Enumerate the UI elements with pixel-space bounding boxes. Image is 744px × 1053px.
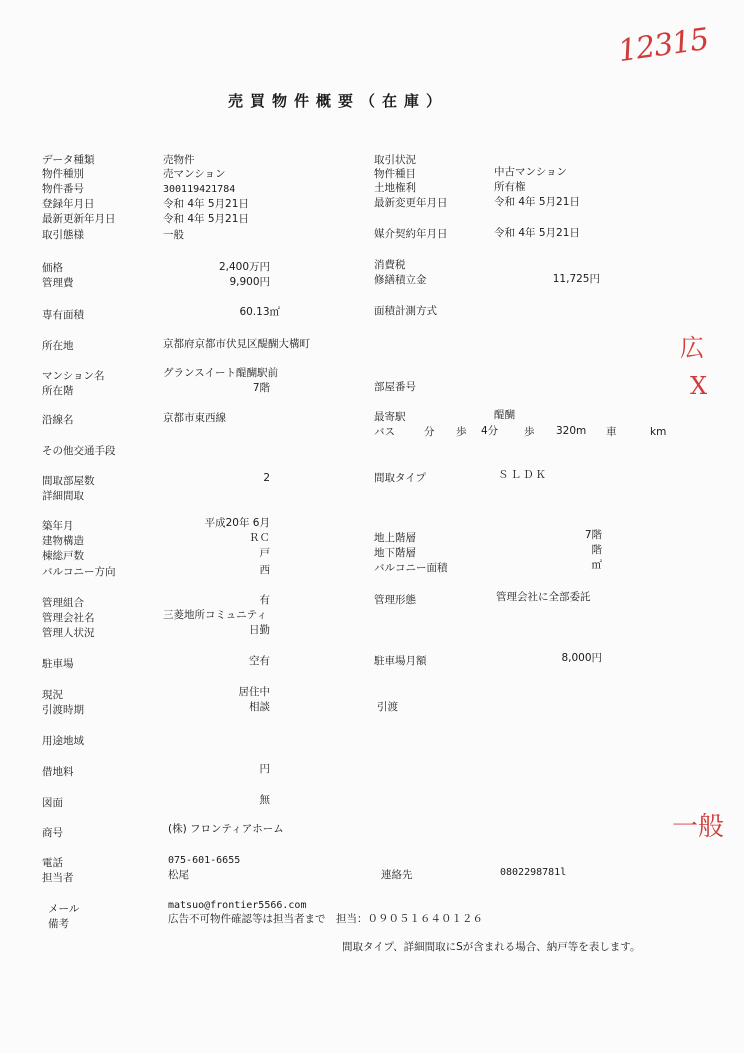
walk-min: 4分	[481, 425, 499, 437]
mgmt-fee-label: 管理費	[42, 277, 74, 289]
balcony-dir-value: 西	[259, 564, 270, 576]
km-label: km	[650, 426, 667, 438]
property-kind-value: 売マンション	[163, 168, 226, 180]
plan-label: 図面	[42, 797, 63, 809]
line-value: 京都市東西線	[163, 412, 226, 424]
line-label: 沿線名	[42, 414, 74, 426]
deal-mode-label: 取引態様	[42, 229, 84, 241]
address-value: 京都府京都市伏見区醍醐大構町	[163, 338, 310, 350]
status-value: 居住中	[238, 686, 270, 698]
trade-name-value: (株) フロンティアホーム	[168, 823, 284, 835]
price-label: 価格	[42, 262, 63, 274]
contact-label: 連絡先	[381, 869, 413, 881]
data-type-label: データ種類	[42, 154, 95, 166]
last-change-label: 最新変更年月日	[374, 197, 448, 209]
repair-label: 修繕積立金	[374, 274, 427, 286]
plan-value: 無	[259, 794, 270, 806]
handover-label: 引渡時期	[42, 704, 84, 716]
units-label: 棟総戸数	[42, 550, 84, 562]
layout-type-label: 間取タイプ	[374, 472, 426, 484]
handover-value: 相談	[249, 701, 270, 713]
mail-label: メール	[48, 903, 80, 915]
status-label: 現況	[42, 689, 63, 701]
assoc-value: 有	[259, 594, 270, 606]
mgmt-form-value: 管理会社に全部委託	[496, 591, 591, 603]
built-label: 築年月	[42, 520, 74, 532]
tax-label: 消費税	[374, 259, 406, 271]
repair-value: 11,725円	[552, 273, 600, 285]
handwritten-mark-x: X	[690, 372, 708, 400]
phone-value: 075-601-6655	[168, 855, 241, 866]
deal-status-label: 取引状況	[374, 154, 416, 166]
handover2-label: 引渡	[377, 701, 398, 713]
reg-date-value: 令和 4年 5月21日	[163, 198, 249, 210]
last-change-value: 令和 4年 5月21日	[494, 196, 580, 208]
lease-label: 借地料	[42, 766, 74, 778]
page-title: 売買物件概要（在庫）	[228, 92, 449, 110]
walk-dist: 320m	[556, 425, 587, 437]
mgmt-company-value: 三菱地所コミュニティ	[163, 609, 267, 621]
mgmt-company-label: 管理会社名	[42, 612, 95, 624]
built-value: 平成20年 6月	[204, 517, 270, 529]
structure-label: 建物構造	[42, 535, 84, 547]
above-floors-value: 7階	[584, 529, 602, 541]
manager-status-value: 日勤	[249, 624, 270, 636]
trade-name-label: 商号	[42, 827, 63, 839]
manager-status-label: 管理人状況	[42, 627, 95, 639]
handwritten-mark-ko: 広	[680, 334, 704, 362]
area-value: 60.13㎡	[239, 306, 280, 318]
item-kind-value: 中古マンション	[494, 166, 568, 178]
balcony-area-value: ㎡	[591, 559, 602, 571]
upd-date-label: 最新更新年月日	[42, 213, 116, 225]
car-label: 車	[606, 426, 617, 438]
land-right-value: 所有権	[494, 181, 526, 193]
mansion-value: グランスイート醍醐駅前	[163, 367, 278, 379]
contact-value: 0802298781l	[500, 867, 567, 878]
floor-value: 7階	[252, 382, 270, 394]
walk-label: 歩	[456, 426, 467, 438]
bus-label: バス	[374, 426, 395, 438]
station-value: 醍醐	[494, 409, 515, 421]
area-label: 専有面積	[42, 309, 84, 321]
agency-date-label: 媒介契約年月日	[374, 228, 448, 240]
mansion-label: マンション名	[42, 370, 105, 382]
units-value: 戸	[259, 547, 270, 559]
parking-fee-label: 駐車場月額	[374, 655, 427, 667]
property-no-value: 300119421784	[163, 184, 236, 195]
parking-fee-value: 8,000円	[561, 652, 602, 664]
mail-value: matsuo@frontier5566.com	[168, 900, 307, 911]
area-method-label: 面積計測方式	[374, 305, 437, 317]
layout-type-value: ＳＬＤＫ	[498, 469, 548, 481]
address-label: 所在地	[42, 340, 74, 352]
handwritten-mark-ippan: 一般	[672, 812, 725, 842]
deal-mode-value: 一般	[163, 229, 184, 241]
balcony-area-label: バルコニー面積	[374, 562, 448, 574]
parking-value: 空有	[249, 655, 270, 667]
mgmt-fee-value: 9,900円	[229, 276, 270, 288]
balcony-dir-label: バルコニー方向	[42, 566, 116, 578]
person-value: 松尾	[168, 869, 189, 881]
lease-value: 円	[259, 763, 270, 775]
item-kind-label: 物件種目	[374, 168, 416, 180]
assoc-label: 管理組合	[42, 597, 84, 609]
floor-label: 所在階	[42, 385, 74, 397]
structure-value: ＲＣ	[249, 532, 270, 544]
walk2-label: 歩	[524, 426, 535, 438]
rooms-label: 間取部屋数	[42, 475, 95, 487]
parking-label: 駐車場	[42, 658, 74, 670]
below-floors-label: 地下階層	[374, 547, 416, 559]
below-floors-value: 階	[591, 544, 602, 556]
footnote: 間取タイプ、詳細間取にSが含まれる場合、納戸等を表します。	[342, 941, 641, 953]
zoning-label: 用途地域	[42, 735, 84, 747]
handwritten-number: 12315	[616, 21, 711, 70]
remarks-value: 広告不可物件確認等は担当者まで 担当：０９０５１６４０１２６	[168, 913, 483, 925]
property-no-label: 物件番号	[42, 183, 84, 195]
room-no-label: 部屋番号	[374, 381, 416, 393]
station-label: 最寄駅	[374, 411, 406, 423]
remarks-label: 備考	[48, 918, 69, 930]
other-transport-label: その他交通手段	[42, 445, 116, 457]
phone-label: 電話	[42, 857, 63, 869]
data-type-value: 売物件	[163, 154, 195, 166]
rooms-value: 2	[263, 472, 270, 484]
reg-date-label: 登録年月日	[42, 198, 95, 210]
price-value: 2,400万円	[218, 261, 270, 273]
agency-date-value: 令和 4年 5月21日	[494, 227, 580, 239]
above-floors-label: 地上階層	[374, 532, 416, 544]
upd-date-value: 令和 4年 5月21日	[163, 213, 249, 225]
bus-min: 分	[424, 426, 435, 438]
property-kind-label: 物件種別	[42, 168, 84, 180]
mgmt-form-label: 管理形態	[374, 594, 416, 606]
person-label: 担当者	[42, 872, 74, 884]
land-right-label: 土地権利	[374, 182, 416, 194]
layout-detail-label: 詳細間取	[42, 490, 84, 502]
